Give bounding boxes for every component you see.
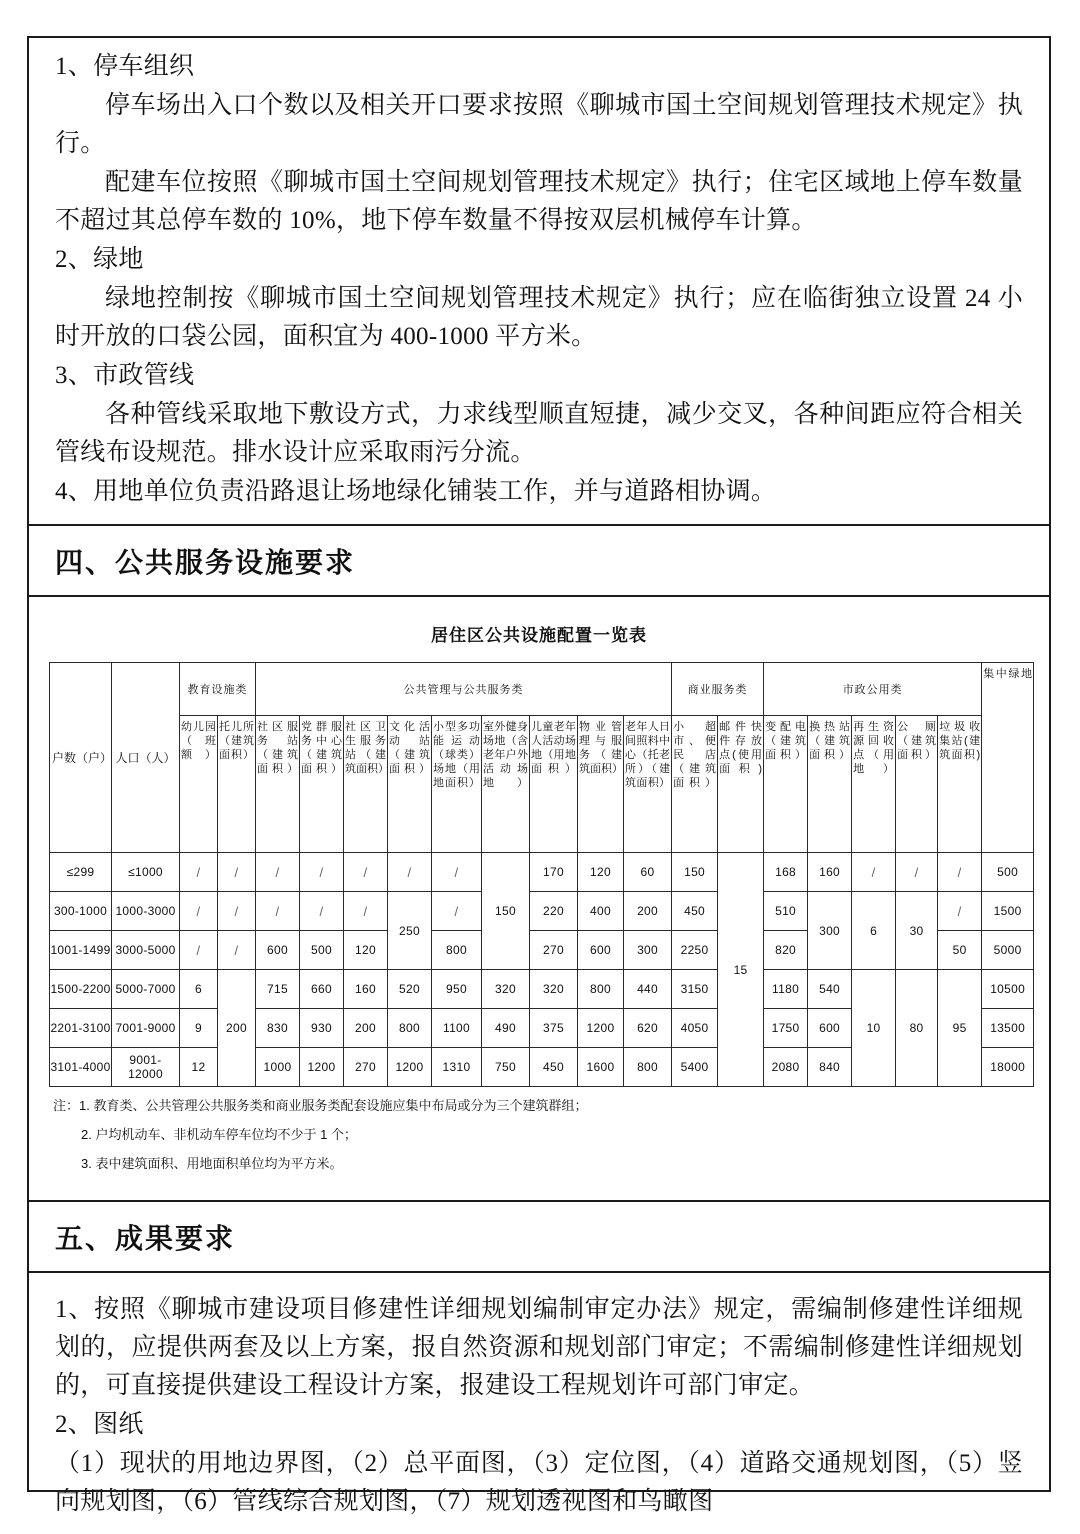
cell-value: 1180: [764, 970, 808, 1009]
cell-value: 6: [180, 970, 218, 1009]
section-five-heading: 五、成果要求: [29, 1202, 1049, 1273]
table-row: [50, 970, 1034, 1009]
sub-header-central-green: 集中绿地: [982, 663, 1034, 853]
cell-value: 270: [344, 1048, 388, 1087]
cell-population: 7001-9000: [112, 1009, 180, 1048]
cell-value: 80: [896, 970, 938, 1087]
stub-header-population: 人口（人）: [112, 663, 180, 853]
sub-header-public-toilet: 公厕（建筑面积）: [896, 716, 938, 853]
cell-value: 6: [852, 892, 896, 970]
table-note-3: 3. 表中建筑面积、用地面积单位均为平方米。: [81, 1156, 343, 1171]
sub-header-outdoor-fitness: 室外健身场地（含老年户外活动场地）: [482, 716, 530, 853]
cell-value: /: [218, 892, 256, 931]
cell-value: 1310: [432, 1048, 482, 1087]
cell-value: /: [938, 892, 982, 931]
cell-value: 3150: [672, 970, 718, 1009]
sub-header-elder-daycare: 老年人日间照料中心（托老所）（建筑面积）: [624, 716, 672, 853]
facility-table-block: [29, 597, 1049, 1202]
group-header-public-service: 公共管理与公共服务类: [256, 663, 672, 716]
cell-value: 170: [530, 853, 578, 892]
section-four-heading: 四、公共服务设施要求: [29, 526, 1049, 597]
cell-value: 200: [218, 970, 256, 1087]
cell-value: 950: [432, 970, 482, 1009]
item-2-para-1: 绿地控制按《聊城市国土空间规划管理技术规定》执行；应在临街独立设置 24 小时开放的口袋公园，面积宜为 400-1000 平方米。: [55, 285, 1023, 350]
group-header-municipal: 市政公用类: [764, 663, 982, 716]
cell-value: 715: [256, 970, 300, 1009]
item-1-heading: 1、停车组织: [55, 53, 195, 80]
sub-header-property-mgmt: 物业管理与服务（建筑面积）: [578, 716, 624, 853]
cell-value: 600: [808, 1009, 852, 1048]
cell-value: 440: [624, 970, 672, 1009]
cell-value: 490: [482, 1009, 530, 1048]
sub-header-party-center: 党群服务中心（建筑面积）: [300, 716, 344, 853]
cell-value: 830: [256, 1009, 300, 1048]
cell-population: ≤1000: [112, 853, 180, 892]
sub-header-health-station: 社区卫生服务站（建筑面积）: [344, 716, 388, 853]
table-body: [50, 853, 1034, 1087]
cell-value: /: [256, 892, 300, 931]
cell-value: 150: [482, 853, 530, 970]
item-2-heading: 2、绿地: [55, 246, 144, 273]
cell-value: /: [938, 853, 982, 892]
cell-value: 300: [624, 931, 672, 970]
table-title: 居住区公共设施配置一览表: [431, 626, 647, 645]
cell-value: 9: [180, 1009, 218, 1048]
cell-value: 800: [624, 1048, 672, 1087]
table-note-2: 2. 户均机动车、非机动车停车位均不少于 1 个；: [81, 1127, 357, 1142]
item-3-heading: 3、市政管线: [55, 362, 195, 389]
cell-value: 50: [938, 931, 982, 970]
item-1-para-1: 停车场出入口个数以及相关开口要求按照《聊城市国土空间规划管理技术规定》执行。: [55, 92, 1023, 157]
cell-value: 800: [578, 970, 624, 1009]
cell-value: 320: [482, 970, 530, 1009]
cell-value: 620: [624, 1009, 672, 1048]
cell-value: 250: [388, 892, 432, 970]
cell-households: 1001-1499: [50, 931, 112, 970]
cell-value: 2250: [672, 931, 718, 970]
facility-config-table: [49, 662, 1034, 1087]
cell-value: /: [852, 853, 896, 892]
cell-value: 300: [808, 892, 852, 970]
document-page: [27, 36, 1051, 1515]
cell-value: 1750: [764, 1009, 808, 1048]
cell-value: 500: [982, 853, 1034, 892]
cell-value: 320: [530, 970, 578, 1009]
sub-header-recycling-point: 再生资源回收点（用地）: [852, 716, 896, 853]
cell-value: 500: [300, 931, 344, 970]
cell-value: 270: [530, 931, 578, 970]
section-five-text-block: [29, 1273, 1049, 1534]
cell-value: /: [256, 853, 300, 892]
sub-header-mini-market: 小超市、便民店（建筑面积）: [672, 716, 718, 853]
sub-header-nursery: 托儿所（建筑面积）: [218, 716, 256, 853]
group-header-row: [50, 663, 1034, 716]
sub-header-row: [50, 716, 1034, 853]
cell-value: /: [218, 853, 256, 892]
cell-value: /: [432, 892, 482, 931]
cell-value: 1000: [256, 1048, 300, 1087]
cell-value: 450: [530, 1048, 578, 1087]
cell-value: 160: [808, 853, 852, 892]
cell-value: 168: [764, 853, 808, 892]
group-header-education: 教育设施类: [180, 663, 256, 716]
cell-value: /: [896, 853, 938, 892]
cell-value: 30: [896, 892, 938, 970]
cell-value: 120: [578, 853, 624, 892]
item-1-para-2: 配建车位按照《聊城市国土空间规划管理技术规定》执行；住宅区域地上停车数量不超过其总停车数的 10%，地下停车数量不得按双层机械停车计算。: [55, 169, 1023, 234]
cell-value: 840: [808, 1048, 852, 1087]
cell-value: 450: [672, 892, 718, 931]
table-head: [50, 663, 1034, 853]
cell-value: 930: [300, 1009, 344, 1048]
cell-value: 375: [530, 1009, 578, 1048]
cell-value: 5400: [672, 1048, 718, 1087]
cell-value: 120: [344, 931, 388, 970]
cell-households: 2201-3100: [50, 1009, 112, 1048]
table-notes: [53, 1099, 1029, 1170]
cell-value: 4050: [672, 1009, 718, 1048]
cell-value: 150: [672, 853, 718, 892]
cell-value: 12: [180, 1048, 218, 1087]
cell-value: 1200: [300, 1048, 344, 1087]
cell-population: 5000-7000: [112, 970, 180, 1009]
cell-value: 520: [388, 970, 432, 1009]
cell-value: 220: [530, 892, 578, 931]
cell-population: 9001-12000: [112, 1048, 180, 1087]
cell-value: 800: [432, 931, 482, 970]
cell-value: 13500: [982, 1009, 1034, 1048]
cell-value: 60: [624, 853, 672, 892]
cell-value: 95: [938, 970, 982, 1087]
cell-value: 10: [852, 970, 896, 1087]
cell-value: 600: [256, 931, 300, 970]
sub-header-heat-exchange: 换热站（建筑面积）: [808, 716, 852, 853]
cell-value: 540: [808, 970, 852, 1009]
cell-value: 660: [300, 970, 344, 1009]
cell-households: 300-1000: [50, 892, 112, 931]
sub-header-kindergarten: 幼儿园（班额）: [180, 716, 218, 853]
cell-value: 820: [764, 931, 808, 970]
cell-value: 1500: [982, 892, 1034, 931]
sub-header-substation: 变配电（建筑面积）: [764, 716, 808, 853]
section-five-para-2: 2、图纸: [55, 1411, 144, 1438]
group-header-commercial: 商业服务类: [672, 663, 764, 716]
item-4-heading: 4、用地单位负责沿路退让场地绿化铺装工作，并与道路相协调。: [55, 478, 777, 505]
cell-value: 160: [344, 970, 388, 1009]
cell-value: 18000: [982, 1048, 1034, 1087]
sub-header-garbage-station: 垃圾收集站(建筑面积): [938, 716, 982, 853]
cell-value: 2080: [764, 1048, 808, 1087]
cell-value: 15: [718, 853, 764, 1087]
cell-value: 750: [482, 1048, 530, 1087]
cell-value: /: [344, 853, 388, 892]
cell-value: 800: [388, 1009, 432, 1048]
cell-value: /: [300, 853, 344, 892]
cell-value: 1600: [578, 1048, 624, 1087]
cell-value: 1200: [388, 1048, 432, 1087]
cell-value: /: [344, 892, 388, 931]
cell-value: 1200: [578, 1009, 624, 1048]
section-three-text-block: [29, 38, 1049, 526]
cell-value: /: [180, 931, 218, 970]
sub-header-culture-station: 文化活动站（建筑面积）: [388, 716, 432, 853]
cell-value: 400: [578, 892, 624, 931]
cell-value: 510: [764, 892, 808, 931]
sub-header-child-elder-area: 儿童老年人活动场地（用地面积）: [530, 716, 578, 853]
stub-header-households: 户数（户）: [50, 663, 112, 853]
cell-value: /: [180, 853, 218, 892]
cell-value: /: [388, 853, 432, 892]
cell-population: 3000-5000: [112, 931, 180, 970]
section-five-para-1: 1、按照《聊城市建设项目修建性详细规划编制审定办法》规定，需编制修建性详细规划的，应提供两套及以上方案，报自然资源和规划部门审定；不需编制修建性详细规划的，可直接提供建设工程设计方案，报建设工程规划许可部门审定。: [55, 1296, 1023, 1399]
sub-header-parcel-point: 邮件快件存放点(使用面积): [718, 716, 764, 853]
table-row: [50, 892, 1034, 931]
section-five-para-3: （1）现状的用地边界图，（2）总平面图，（3）定位图，（4）道路交通规划图，（5）竖向规划图，（6）管线综合规划图，（7）规划透视图和鸟瞰图: [55, 1450, 1023, 1515]
cell-value: 200: [624, 892, 672, 931]
cell-population: 1000-3000: [112, 892, 180, 931]
cell-households: 1500-2200: [50, 970, 112, 1009]
table-note-1: 注：1. 教育类、公共管理公共服务类和商业服务类配套设施应集中布局或分为三个建筑群组；: [53, 1098, 588, 1113]
cell-households: ≤299: [50, 853, 112, 892]
cell-value: 5000: [982, 931, 1034, 970]
cell-value: /: [180, 892, 218, 931]
cell-value: 200: [344, 1009, 388, 1048]
sub-header-community-service: 社区服务站（建筑面积）: [256, 716, 300, 853]
cell-households: 3101-4000: [50, 1048, 112, 1087]
item-3-para-1: 各种管线采取地下敷设方式，力求线型顺直短捷，减少交叉，各种间距应符合相关管线布设规范。排水设计应采取雨污分流。: [55, 401, 1023, 466]
cell-value: 1100: [432, 1009, 482, 1048]
cell-value: /: [432, 853, 482, 892]
sub-header-sports-ground: 小型多功能运动（球类）场地（用地面积）: [432, 716, 482, 853]
cell-value: 10500: [982, 970, 1034, 1009]
cell-value: 600: [578, 931, 624, 970]
cell-value: /: [300, 892, 344, 931]
table-row: [50, 853, 1034, 892]
cell-value: /: [218, 931, 256, 970]
